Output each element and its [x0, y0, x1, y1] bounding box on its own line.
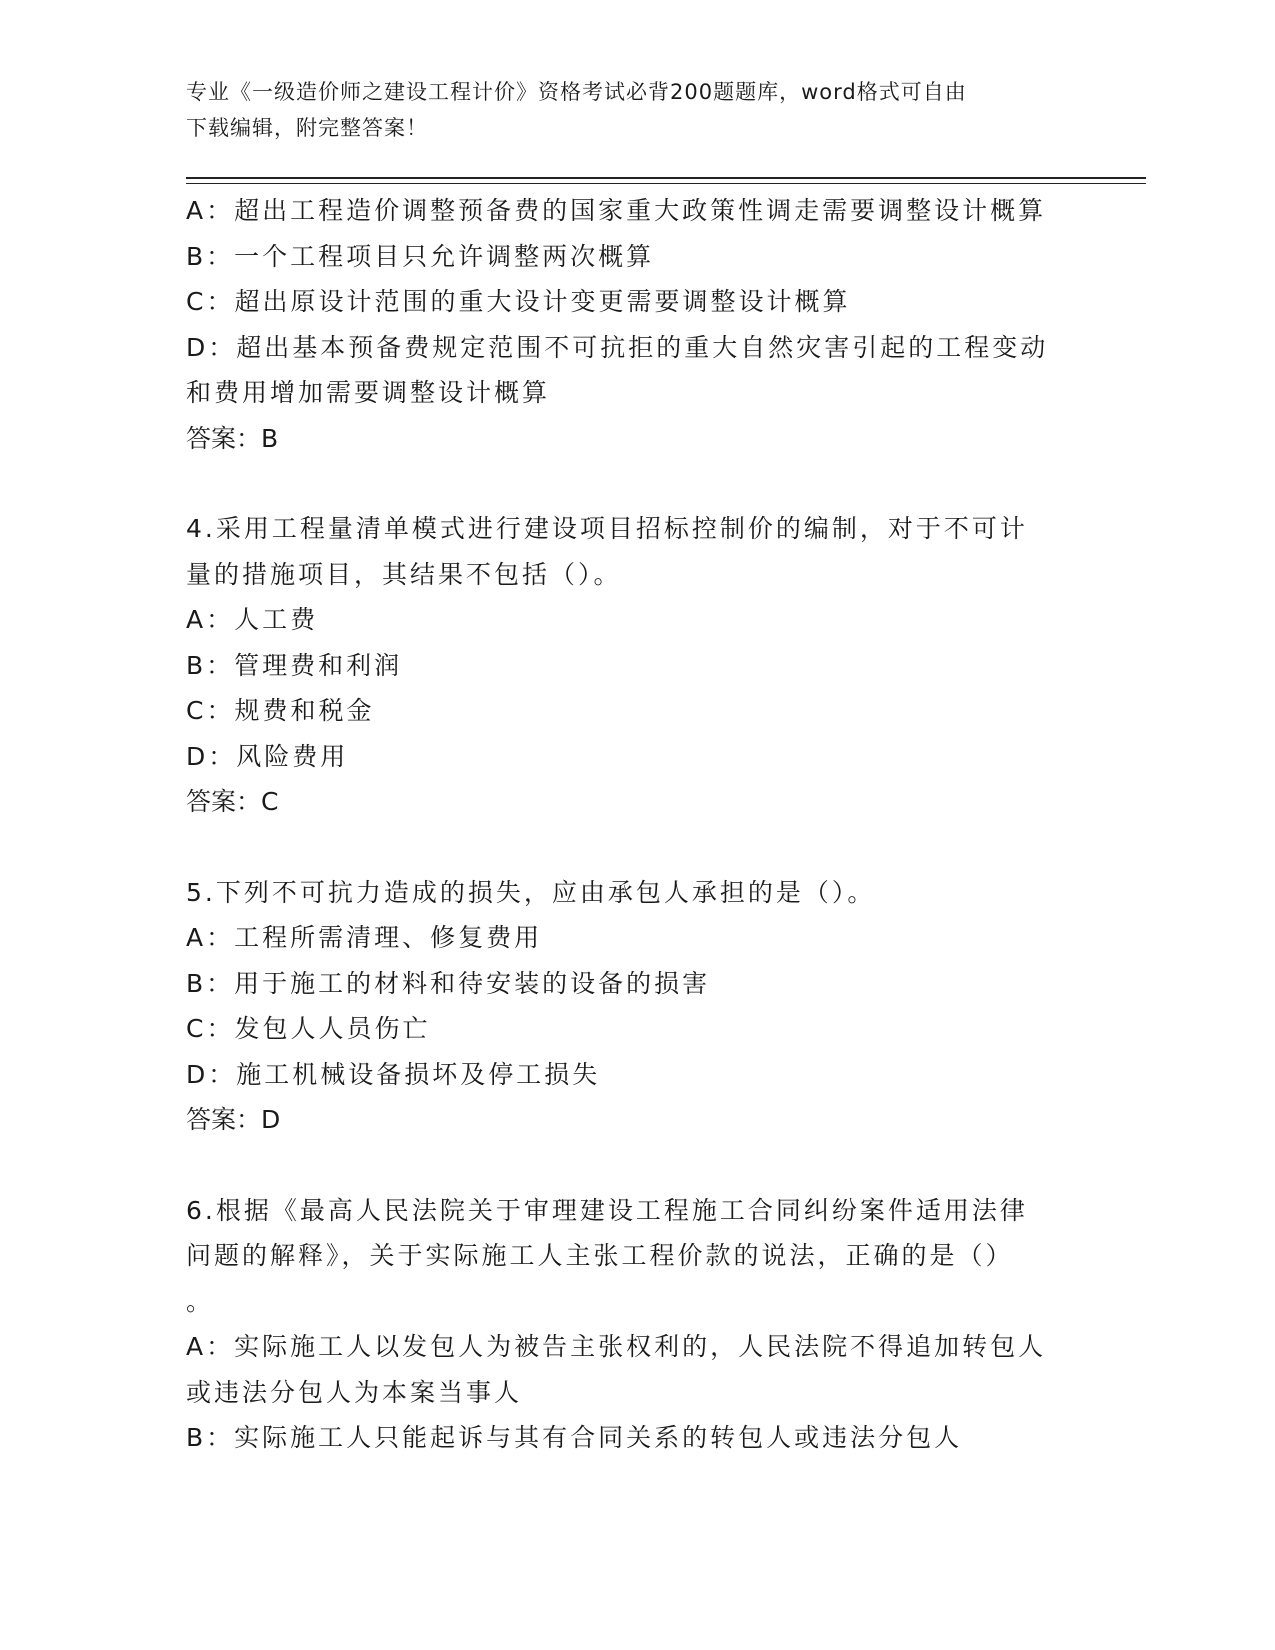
question-6-block: [186, 1188, 1086, 1461]
document-header: [186, 74, 1076, 146]
q3-option-c: C：超出原设计范围的重大设计变更需要调整设计概算: [186, 287, 851, 316]
q4-option-d: D：风险费用: [186, 741, 349, 771]
q4-option-a: A：人工费: [186, 605, 319, 634]
header-line-1: 专业《一级造价师之建设工程计价》资格考试必背200题题库，word格式可自由: [186, 80, 967, 104]
q3-option-d-line-2: 和费用增加需要调整设计概算: [186, 378, 551, 407]
q4-option-c: C：规费和税金: [186, 696, 375, 725]
q6-option-a-line-1: A：实际施工人以发包人为被告主张权利的，人民法院不得追加转包人: [186, 1332, 1047, 1361]
q4-question-line-2: 量的措施项目，其结果不包括（）。: [186, 559, 622, 589]
q5-answer: 答案：D: [186, 1105, 281, 1134]
q5-option-d: D：施工机械设备损坏及停工损失: [186, 1059, 601, 1089]
spacer: [186, 825, 1086, 870]
q3-option-b: B：一个工程项目只允许调整两次概算: [186, 241, 655, 271]
question-5-block: [186, 870, 1086, 1143]
q4-answer: 答案：C: [186, 787, 279, 816]
q5-option-c: C：发包人人员伤亡: [186, 1014, 431, 1043]
question-3-block: [186, 188, 1086, 461]
q5-option-a: A：工程所需清理、修复费用: [186, 923, 543, 952]
q4-option-b: B：管理费和利润: [186, 650, 403, 680]
question-4-block: [186, 506, 1086, 825]
header-divider-thick: [186, 177, 1146, 179]
header-line-2: 下载编辑，附完整答案！: [186, 116, 428, 140]
q3-answer: 答案：B: [186, 423, 279, 453]
q6-option-b: B：实际施工人只能起诉与其有合同关系的转包人或违法分包人: [186, 1423, 963, 1452]
header-divider-thin: [186, 183, 1146, 184]
spacer: [186, 461, 1086, 506]
spacer: [186, 1143, 1086, 1188]
q4-question-line-1: 4.采用工程量清单模式进行建设项目招标控制价的编制，对于不可计: [186, 514, 1028, 543]
q6-question-line-1: 6.根据《最高人民法院关于审理建设工程施工合同纠纷案件适用法律: [186, 1195, 1028, 1225]
q3-option-d-line-1: D：超出基本预备费规定范围不可抗拒的重大自然灾害引起的工程变动: [186, 332, 1049, 362]
q5-question-line-1: 5.下列不可抗力造成的损失，应由承包人承担的是（）。: [186, 877, 876, 907]
q6-question-line-3: 。: [186, 1286, 215, 1316]
document-body: [186, 188, 1086, 1461]
q5-option-b: B：用于施工的材料和待安装的设备的损害: [186, 968, 711, 998]
q6-question-line-2: 问题的解释》，关于实际施工人主张工程价款的说法，正确的是（）: [186, 1241, 1014, 1270]
q6-option-a-line-2: 或违法分包人为本案当事人: [186, 1377, 523, 1407]
q3-option-a: A：超出工程造价调整预备费的国家重大政策性调走需要调整设计概算: [186, 196, 1047, 225]
